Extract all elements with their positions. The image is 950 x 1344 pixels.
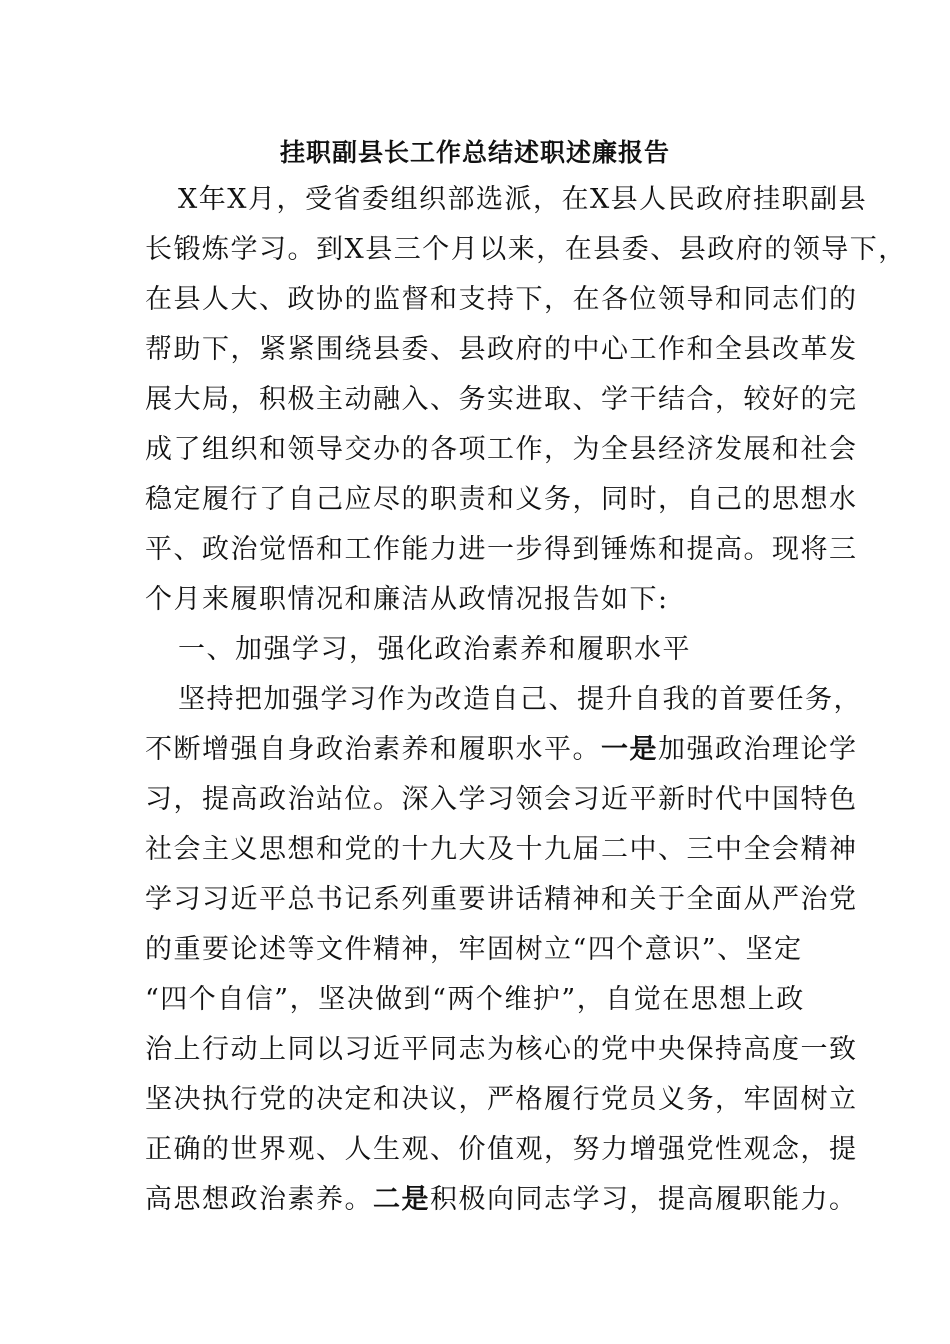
paragraph-line: 正确的世界观、人生观、价值观，努力增强党性观念，提 xyxy=(145,1134,858,1165)
paragraph-line: 社会主义思想和党的十九大及十九届二中、三中全会精神 xyxy=(145,834,858,865)
paragraph-line: 平、政治觉悟和工作能力进一步得到锤炼和提高。现将三 xyxy=(145,534,858,565)
section-heading: 一、加强学习，强化政治素养和履职水平 xyxy=(178,634,691,665)
paragraph-line: 学习习近平总书记系列重要讲话精神和关于全面从严治党 xyxy=(145,884,858,915)
paragraph-line: 帮助下，紧紧围绕县委、县政府的中心工作和全县改革发 xyxy=(145,334,858,365)
line-text: 不断增强自身政治素养和履职水平。 xyxy=(145,734,601,765)
paragraph-line: 坚决执行党的决定和决议，严格履行党员义务，牢固树立 xyxy=(145,1084,858,1115)
paragraph-line: “四个自信”，坚决做到“两个维护”，自觉在思想上政 xyxy=(145,984,805,1015)
paragraph-line: 在县人大、政协的监督和支持下，在各位领导和同志们的 xyxy=(145,284,858,315)
paragraph-line: 长锻炼学习。到X县三个月以来，在县委、县政府的领导下， xyxy=(145,234,907,265)
line-text: 加强政治理论学 xyxy=(658,734,858,765)
paragraph-line xyxy=(145,732,858,768)
paragraph-line: 习，提高政治站位。深入学习领会习近平新时代中国特色 xyxy=(145,784,858,815)
paragraph-line: 治上行动上同以习近平同志为核心的党中央保持高度一致 xyxy=(145,1034,858,1065)
paragraph-line: 稳定履行了自己应尽的职责和义务，同时，自己的思想水 xyxy=(145,484,858,515)
paragraph-line: 个月来履职情况和廉洁从政情况报告如下: xyxy=(145,584,669,615)
paragraph-line: 的重要论述等文件精神，牢固树立“四个意识”、坚定 xyxy=(145,934,803,965)
paragraph-line xyxy=(145,1182,858,1218)
paragraph-line: X年X月，受省委组织部选派，在X县人民政府挂职副县 xyxy=(178,184,868,215)
bold-lead: 二是 xyxy=(373,1184,430,1215)
paragraph-line: 展大局，积极主动融入、务实进取、学干结合，较好的完 xyxy=(145,384,858,415)
bold-lead: 一是 xyxy=(601,734,658,765)
line-text: 积极向同志学习，提高履职能力。 xyxy=(430,1184,858,1215)
paragraph-line: 坚持把加强学习作为改造自己、提升自我的首要任务， xyxy=(178,684,862,715)
document-title: 挂职副县长工作总结述职述廉报告 xyxy=(279,138,670,167)
line-text: 高思想政治素养。 xyxy=(145,1184,373,1215)
paragraph-line: 成了组织和领导交办的各项工作，为全县经济发展和社会 xyxy=(145,434,858,465)
